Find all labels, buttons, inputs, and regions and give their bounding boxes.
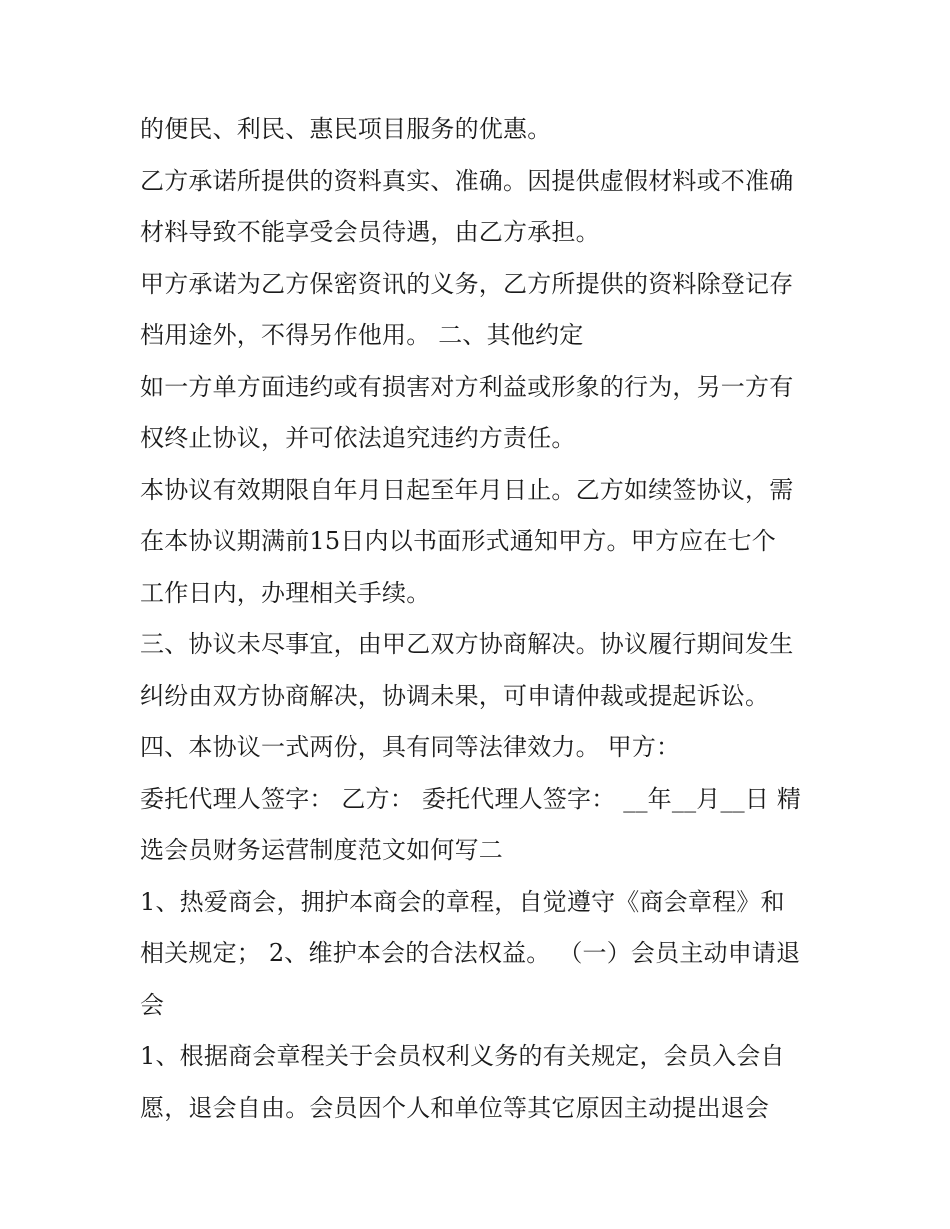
text-line: 会 <box>140 990 165 1019</box>
text-line: 选会员财务运营制度范文如何写二 <box>140 836 503 864</box>
text-line: 1、根据商会章程关于会员权利义务的有关规定，会员入会自 <box>140 1042 785 1070</box>
text-line: 材料导致不能享受会员待遇，由乙方承担。 <box>140 218 600 246</box>
text-line: 三、协议未尽事宜，由甲乙双方协商解决。协议履行期间发生 <box>140 630 794 658</box>
document-body <box>140 104 820 1134</box>
text-line: 四、本协议一式两份，具有同等法律效力。 甲方： <box>140 733 681 761</box>
text-line: 委托代理人签字： 乙方： 委托代理人签字： __年__月__日 精 <box>140 784 802 813</box>
text-line: 如一方单方面违约或有损害对方利益或形象的行为，另一方有 <box>140 372 794 401</box>
text-line: 本协议有效期限自年月日起至年月日止。乙方如续签协议，需 <box>140 475 794 504</box>
text-line: 权终止协议，并可依法追究违约方责任。 <box>140 424 576 452</box>
text-line: 纠纷由双方协商解决，协调未果，可申请仲裁或提起诉讼。 <box>140 681 770 710</box>
text-line: 1、热爱商会，拥护本商会的章程，自觉遵守《商会章程》和 <box>140 887 785 916</box>
text-line: 的便民、利民、惠民项目服务的优惠。 <box>140 115 552 143</box>
text-line: 愿，退会自由。会员因个人和单位等其它原因主动提出退会 <box>140 1093 770 1122</box>
text-line: 乙方承诺所提供的资料真实、准确。因提供虚假材料或不准确 <box>140 166 794 195</box>
text-line: 在本协议期满前15日内以书面形式通知甲方。甲方应在七个 <box>140 527 776 555</box>
text-line: 工作日内，办理相关手续。 <box>140 578 431 607</box>
text-line: 甲方承诺为乙方保密资讯的义务，乙方所提供的资料除登记存 <box>140 269 794 298</box>
text-line: 档用途外，不得另作他用。 二、其他约定 <box>140 321 584 349</box>
text-line: 相关规定； 2、维护本会的合法权益。 （一）会员主动申请退 <box>140 939 801 967</box>
